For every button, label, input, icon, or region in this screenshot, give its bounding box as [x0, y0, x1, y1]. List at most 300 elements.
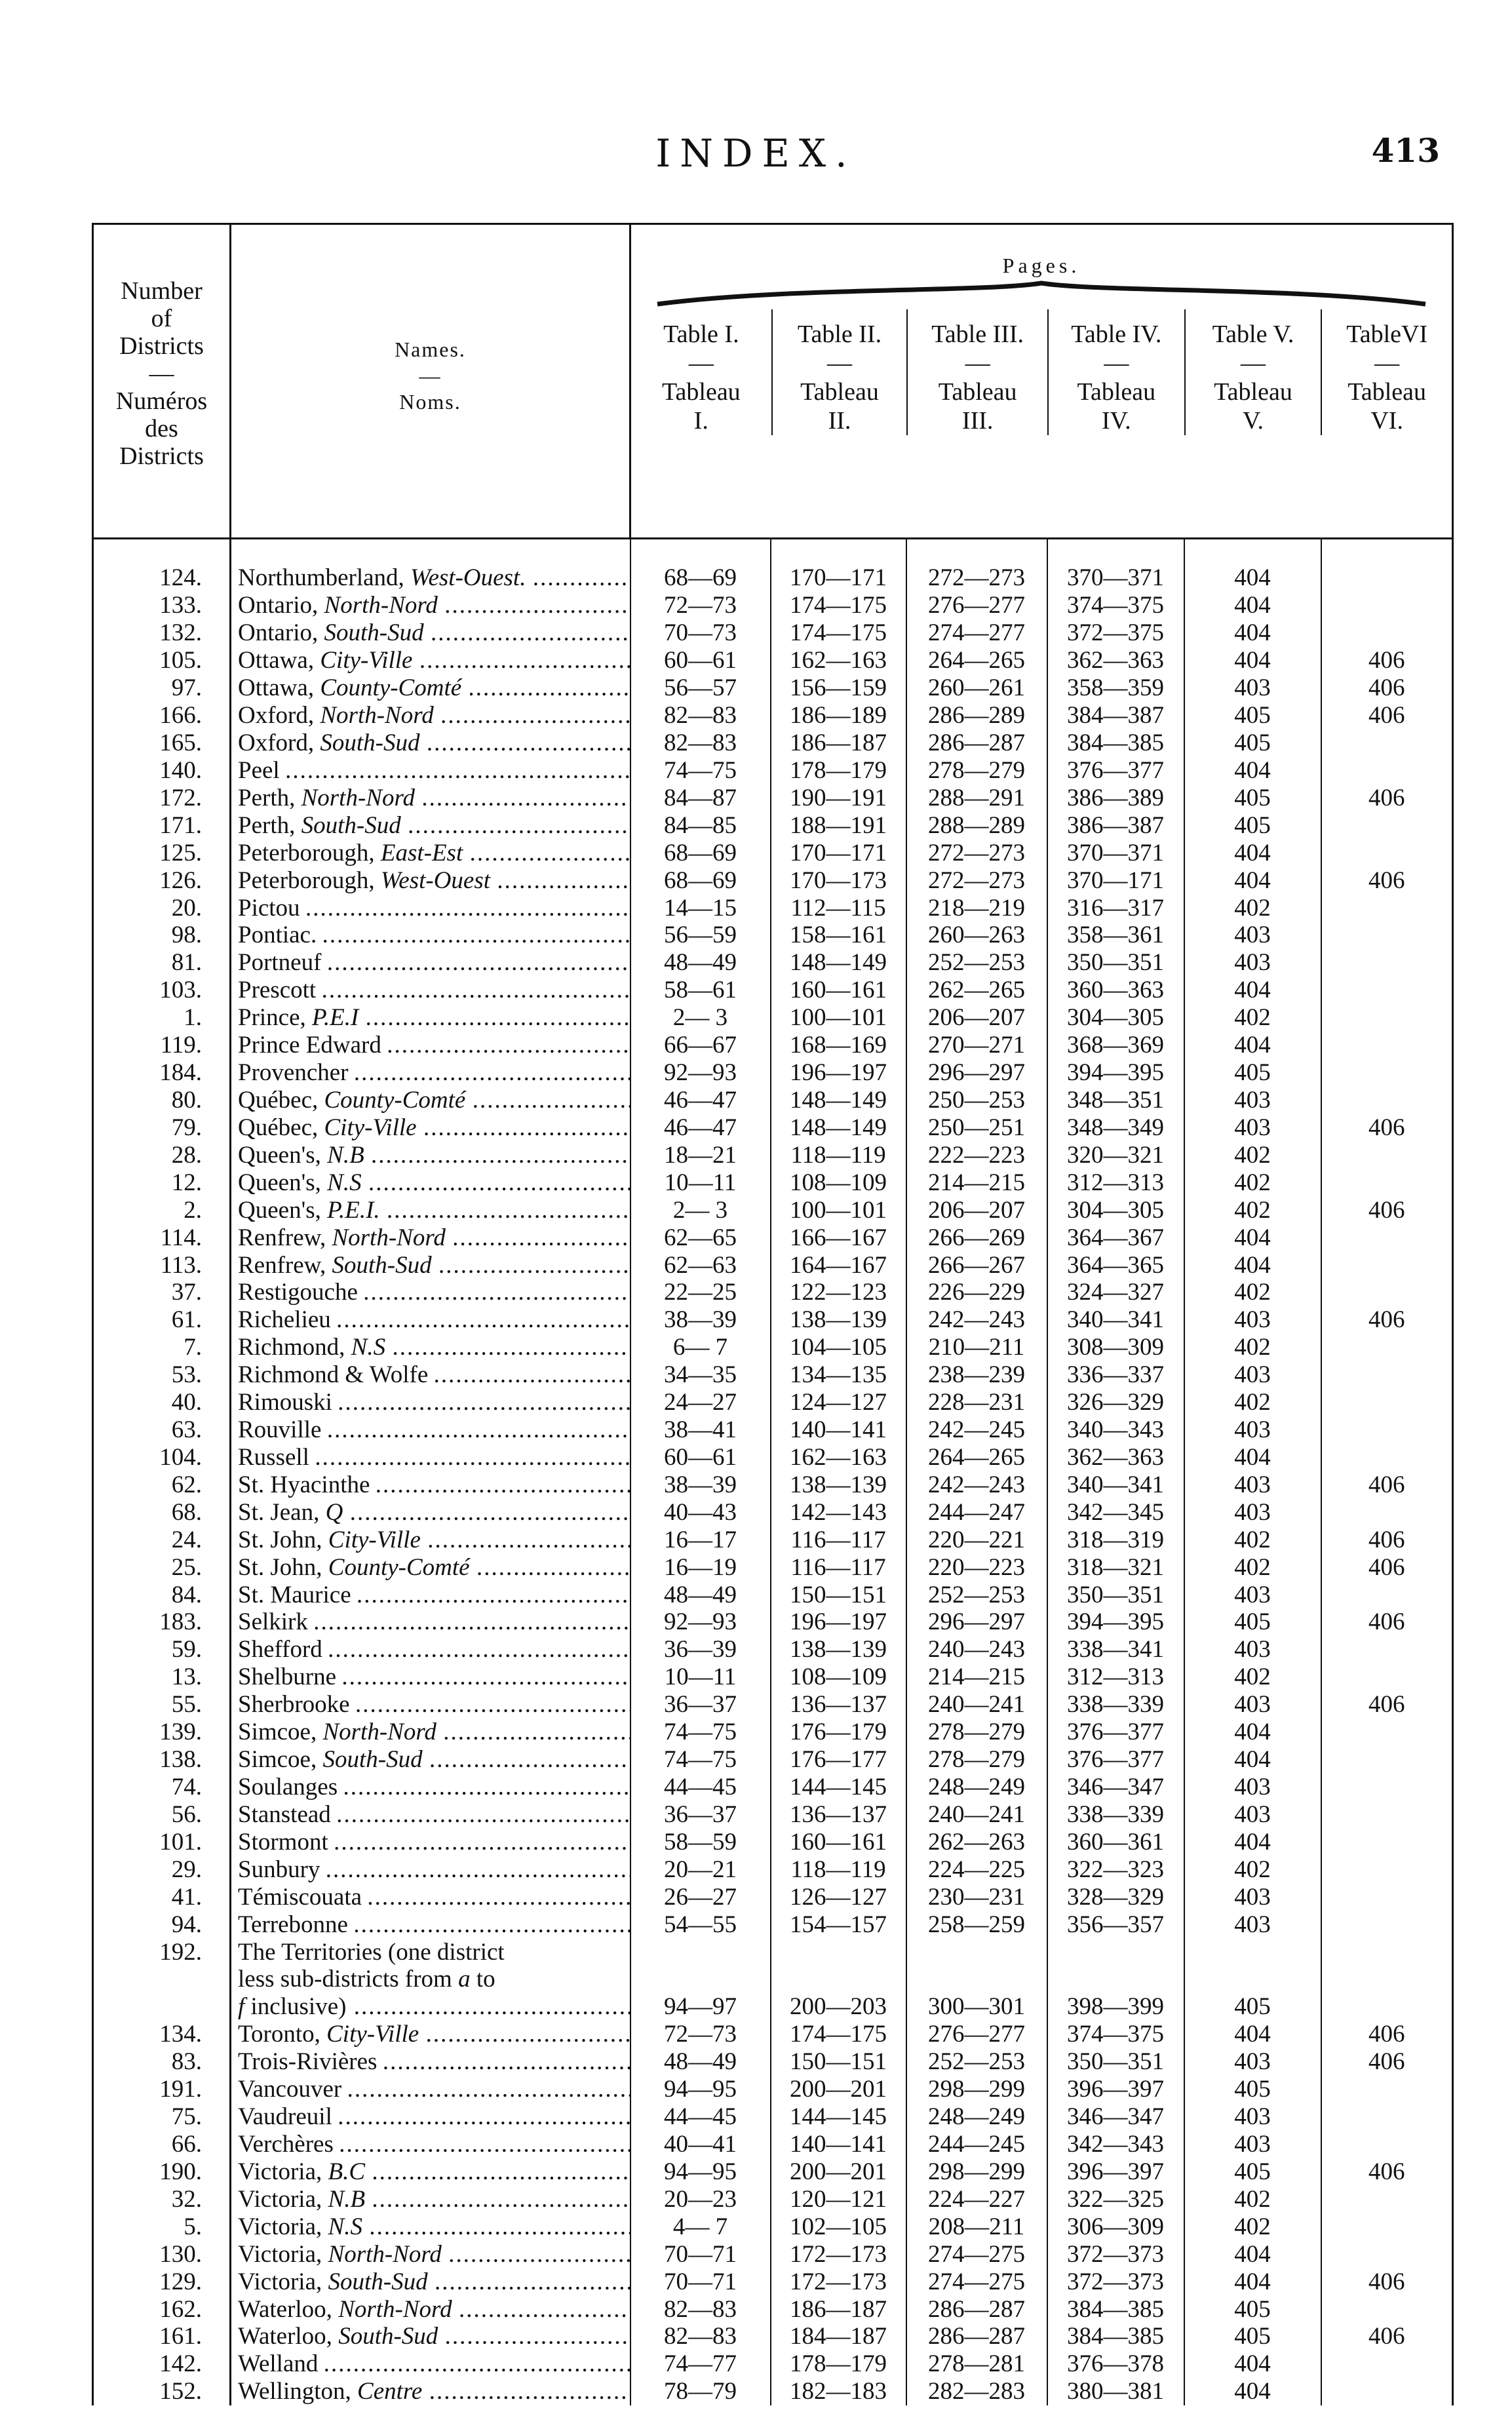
table-vi-pages	[1321, 949, 1453, 977]
table-row	[93, 2185, 1453, 2213]
district-name-text: Stormont	[238, 1828, 328, 1856]
table-vi-pages	[1321, 2378, 1453, 2405]
district-name-text: St. John,	[238, 1526, 322, 1553]
district-subdivision	[337, 1801, 630, 1828]
table-iv-pages: 364—367	[1047, 1224, 1184, 1251]
district-subdivision	[328, 1416, 630, 1443]
table-ii-pages: 148—149	[771, 949, 906, 977]
district-subdivision: N.B .....	[328, 2186, 630, 2213]
table-vi-pages	[1321, 977, 1453, 1004]
table-v-pages: 403	[1184, 1883, 1321, 1911]
table-i-pages: 16—17	[630, 1526, 771, 1553]
table-i-pages: 62—63	[630, 1251, 771, 1279]
table-iv-pages: 374—375	[1047, 592, 1184, 619]
table-row-territories	[93, 1938, 1453, 1966]
table-body	[93, 539, 1453, 2406]
table-vi-pages	[1321, 1856, 1453, 1883]
table-v-pages: 402	[1184, 1856, 1321, 1883]
table-ii-pages: 102—105	[771, 2213, 906, 2240]
table-ii-pages: 200—201	[771, 2076, 906, 2103]
table-row	[93, 2268, 1453, 2295]
table-iv-pages: 370—371	[1047, 839, 1184, 866]
district-subdivision: South-Sud .....	[301, 812, 630, 839]
district-name-text: Trois-Rivières	[238, 2048, 378, 2076]
table-v-pages: 404	[1184, 2378, 1321, 2405]
district-number: 114.	[93, 1224, 231, 1251]
table-i-pages: 58—61	[630, 977, 771, 1004]
district-name	[231, 894, 630, 922]
district-subdivision: North-Nord .....	[301, 785, 630, 811]
table-i-pages: 54—55	[630, 1911, 771, 1938]
table-vi-pages: 406	[1321, 1526, 1453, 1553]
district-name	[231, 1471, 630, 1498]
district-name	[231, 1279, 630, 1306]
district-number: 20.	[93, 894, 231, 922]
district-subdivision: South-Sud .....	[320, 729, 630, 756]
table-iii-pages: 296—297	[906, 1608, 1047, 1636]
table-iv-pages: 340—341	[1047, 1306, 1184, 1334]
table-vi-pages	[1321, 1774, 1453, 1801]
district-name-text: Témiscouata	[238, 1883, 362, 1911]
district-number: 83.	[93, 2048, 231, 2076]
district-subdivision: West-Ouest. .....	[410, 564, 630, 591]
table-i-pages: 72—73	[630, 592, 771, 619]
district-name-text: Vaudreuil	[238, 2103, 332, 2131]
table-v-pages: 403	[1184, 1087, 1321, 1114]
district-name	[231, 2103, 630, 2131]
district-subdivision	[338, 2103, 630, 2130]
district-number: 5.	[93, 2213, 231, 2240]
district-number: 161.	[93, 2323, 231, 2350]
table-iv-pages: 362—363	[1047, 1444, 1184, 1471]
table-iii-pages: 206—207	[906, 1196, 1047, 1224]
district-subdivision: East-Est .....	[381, 840, 630, 866]
district-name	[231, 1856, 630, 1883]
district-name	[231, 592, 630, 619]
table-row	[93, 1663, 1453, 1691]
table-i-pages: 4— 7	[630, 2213, 771, 2240]
table-i-pages: 6— 7	[630, 1334, 771, 1361]
table-iii-pages: 242—243	[906, 1471, 1047, 1498]
district-subdivision	[314, 1608, 630, 1635]
district-name	[231, 2213, 630, 2240]
table-v-pages: 404	[1184, 647, 1321, 674]
district-subdivision	[337, 1306, 630, 1333]
table-vi-pages: 406	[1321, 1196, 1453, 1224]
table-row	[93, 1498, 1453, 1526]
district-number: 119.	[93, 1032, 231, 1059]
district-number: 28.	[93, 1141, 231, 1169]
table-vi-pages	[1321, 811, 1453, 839]
table-iii-pages: 238—239	[906, 1361, 1047, 1389]
table-vi-pages	[1321, 2131, 1453, 2158]
table-row	[93, 2295, 1453, 2323]
table-row	[93, 619, 1453, 647]
table-ii-pages: 174—175	[771, 592, 906, 619]
table-iii-pages: 274—277	[906, 619, 1047, 647]
table-iv-pages: 380—381	[1047, 2378, 1184, 2405]
table-i-pages: 24—27	[630, 1389, 771, 1416]
district-name-text: Prescott	[238, 977, 317, 1004]
table-v-pages: 404	[1184, 592, 1321, 619]
table-v-pages: 402	[1184, 1004, 1321, 1032]
district-number: 165.	[93, 729, 231, 757]
table-vi-pages	[1321, 2295, 1453, 2323]
table-row	[93, 2158, 1453, 2185]
table-v-pages: 404	[1184, 1746, 1321, 1774]
district-subdivision: North-Nord .....	[324, 592, 630, 619]
table-iv-pages: 376—377	[1047, 1719, 1184, 1746]
district-name-text: Waterloo,	[238, 2323, 332, 2350]
district-subdivision: Centre .....	[357, 2378, 630, 2405]
table-ii-pages: 122—123	[771, 1279, 906, 1306]
table-row	[93, 949, 1453, 977]
district-subdivision: North-Nord .....	[328, 2241, 630, 2268]
table-vi-pages	[1321, 1361, 1453, 1389]
table-v-header: Table V. — Tableau V.	[1184, 309, 1321, 435]
table-vi-pages	[1321, 1663, 1453, 1691]
table-iii-pages: 278—279	[906, 1719, 1047, 1746]
district-subdivision: North-Nord .....	[320, 702, 630, 729]
table-iv-pages: 376—377	[1047, 756, 1184, 784]
district-name-text: Victoria,	[238, 2213, 322, 2240]
district-name-text: Verchères	[238, 2131, 334, 2158]
table-iii-pages: 250—251	[906, 1114, 1047, 1141]
table-v-pages: 404	[1184, 2021, 1321, 2048]
table-v-pages: 402	[1184, 1526, 1321, 1553]
table-vi-pages	[1321, 1224, 1453, 1251]
table-row	[93, 1224, 1453, 1251]
table-v-pages: 404	[1184, 866, 1321, 894]
territories-text: f	[238, 1993, 245, 2021]
table-iv-pages: 376—377	[1047, 1746, 1184, 1774]
table-i-header: Table I. — Tableau I.	[661, 321, 741, 435]
table-row	[93, 2240, 1453, 2268]
district-name-text: St. Jean,	[238, 1498, 320, 1526]
district-name	[231, 1169, 630, 1196]
table-v-pages: 405	[1184, 811, 1321, 839]
district-subdivision	[376, 1471, 630, 1498]
table-row	[93, 2103, 1453, 2131]
table-iii-pages: 240—241	[906, 1800, 1047, 1828]
table-iii-pages: 286—287	[906, 2323, 1047, 2350]
table-ii-header: Table II. — Tableau II.	[771, 309, 907, 435]
table-v-pages: 402	[1184, 1141, 1321, 1169]
district-name	[231, 2240, 630, 2268]
table-iv-pages: 398—399	[1047, 1993, 1184, 2021]
table-iv-pages: 342—345	[1047, 1498, 1184, 1526]
district-name-text: Perth,	[238, 811, 296, 839]
district-number: 68.	[93, 1498, 231, 1526]
table-iii-pages	[906, 1938, 1047, 1966]
table-vi-pages	[1321, 1444, 1453, 1471]
table-row	[93, 1774, 1453, 1801]
district-name-text: Richmond & Wolfe	[238, 1361, 429, 1389]
district-name-text: Toronto,	[238, 2021, 320, 2048]
table-ii-pages: 144—145	[771, 1774, 906, 1801]
table-iii-pages: 264—265	[906, 647, 1047, 674]
table-iv-pages: 368—369	[1047, 1032, 1184, 1059]
table-row	[93, 1334, 1453, 1361]
district-subdivision: County-Comté .....	[320, 674, 630, 701]
table-row	[93, 1471, 1453, 1498]
district-name-text: Shelburne	[238, 1663, 337, 1691]
table-row	[93, 1856, 1453, 1883]
table-iii-pages: 224—225	[906, 1856, 1047, 1883]
district-name	[231, 1334, 630, 1361]
table-ii-pages: 112—115	[771, 894, 906, 922]
table-i-pages: 36—39	[630, 1636, 771, 1663]
table-iv-pages: 384—385	[1047, 729, 1184, 757]
table-ii-pages: 142—143	[771, 1498, 906, 1526]
district-name	[231, 564, 630, 592]
table-i-pages: 74—75	[630, 1746, 771, 1774]
district-number: 40.	[93, 1389, 231, 1416]
district-name	[231, 2048, 630, 2076]
district-name-text: Rouville	[238, 1416, 322, 1444]
table-row	[93, 2378, 1453, 2405]
table-ii-pages: 156—159	[771, 674, 906, 702]
table-iv-pages: 358—361	[1047, 922, 1184, 949]
table-i-pages: 82—83	[630, 2323, 771, 2350]
table-v-pages: 403	[1184, 1471, 1321, 1498]
table-ii-pages: 124—127	[771, 1389, 906, 1416]
table-row	[93, 1828, 1453, 1856]
district-subdivision	[368, 1884, 630, 1911]
district-name-text: Ottawa,	[238, 647, 315, 674]
table-i-pages: 82—83	[630, 729, 771, 757]
district-subdivision	[364, 1279, 630, 1306]
table-row	[93, 894, 1453, 922]
district-name	[231, 1608, 630, 1636]
table-iii-pages: 242—243	[906, 1306, 1047, 1334]
territories-text: inclusive) .....	[244, 1993, 630, 2020]
table-iv-pages: 350—351	[1047, 949, 1184, 977]
table-iii-pages: 276—277	[906, 592, 1047, 619]
table-vi-pages	[1321, 922, 1453, 949]
table-vi-pages	[1321, 2240, 1453, 2268]
table-row	[93, 1416, 1453, 1444]
table-row	[93, 1553, 1453, 1581]
district-subdivision	[334, 1829, 630, 1856]
district-number: 1.	[93, 1004, 231, 1032]
district-number: 79.	[93, 1114, 231, 1141]
district-name-text: Québec,	[238, 1086, 319, 1114]
table-iii-pages: 272—273	[906, 839, 1047, 866]
table-i-pages: 74—75	[630, 756, 771, 784]
district-name	[231, 2268, 630, 2295]
table-i-pages: 38—39	[630, 1471, 771, 1498]
table-i-pages: 60—61	[630, 1444, 771, 1471]
table-ii-pages: 116—117	[771, 1526, 906, 1553]
table-ii-pages: 148—149	[771, 1087, 906, 1114]
table-iii-pages: 214—215	[906, 1663, 1047, 1691]
district-name	[231, 1966, 630, 1993]
district-number: 104.	[93, 1444, 231, 1471]
table-row	[93, 1636, 1453, 1663]
column-header-pages	[630, 224, 1453, 539]
table-iv-pages: 362—363	[1047, 647, 1184, 674]
district-subdivision: South-Sud .....	[332, 1252, 630, 1279]
table-i-pages: 70—71	[630, 2268, 771, 2295]
district-number: 191.	[93, 2076, 231, 2103]
table-iii-pages: 252—253	[906, 949, 1047, 977]
table-vi-pages: 406	[1321, 1691, 1453, 1719]
table-v-pages: 403	[1184, 1361, 1321, 1389]
district-number: 140.	[93, 756, 231, 784]
table-v-pages: 404	[1184, 977, 1321, 1004]
table-v-pages: 402	[1184, 1389, 1321, 1416]
table-vi-pages	[1321, 756, 1453, 784]
district-number: 101.	[93, 1828, 231, 1856]
table-ii-pages: 136—137	[771, 1800, 906, 1828]
territories-text: less sub-districts from	[238, 1966, 459, 1993]
district-subdivision: City-Ville .....	[326, 2021, 630, 2048]
table-iii-pages: 244—245	[906, 2131, 1047, 2158]
table-iii-pages: 264—265	[906, 1444, 1047, 1471]
table-v-pages: 404	[1184, 1719, 1321, 1746]
table-vi-pages	[1321, 1719, 1453, 1746]
district-subdivision: South-Sud .....	[324, 619, 630, 646]
table-v-pages: 405	[1184, 784, 1321, 811]
table-v-pages: 403	[1184, 1114, 1321, 1141]
table-ii-pages: 170—171	[771, 564, 906, 592]
table-v-pages: 403	[1184, 1416, 1321, 1444]
district-number: 103.	[93, 977, 231, 1004]
district-number: 80.	[93, 1087, 231, 1114]
district-number: 172.	[93, 784, 231, 811]
table-row	[93, 2350, 1453, 2378]
table-vi-pages	[1321, 1993, 1453, 2021]
page-number: 413	[1371, 131, 1440, 170]
district-number: 166.	[93, 702, 231, 729]
table-ii-pages: 168—169	[771, 1032, 906, 1059]
table-iv-pages: 346—347	[1047, 1774, 1184, 1801]
district-name-text: Wellington,	[238, 2378, 351, 2405]
table-ii-pages: 100—101	[771, 1004, 906, 1032]
table-ii-pages: 186—189	[771, 702, 906, 729]
table-iii-pages: 272—273	[906, 866, 1047, 894]
table-row	[93, 1087, 1453, 1114]
table-row	[93, 592, 1453, 619]
table-row	[93, 1911, 1453, 1938]
table-v-pages: 404	[1184, 1032, 1321, 1059]
district-name-text: Simcoe,	[238, 1746, 317, 1774]
district-name	[231, 1251, 630, 1279]
district-name	[231, 2021, 630, 2048]
table-iii-pages: 276—277	[906, 2021, 1047, 2048]
table-iv-pages: 336—337	[1047, 1361, 1184, 1389]
table-row-territories	[93, 1993, 1453, 2021]
table-vi-pages: 406	[1321, 1114, 1453, 1141]
table-iv-header: Table IV. — Tableau IV.	[1047, 309, 1184, 435]
table-row	[93, 2213, 1453, 2240]
table-ii-pages: 196—197	[771, 1059, 906, 1087]
table-i-pages: 68—69	[630, 564, 771, 592]
table-v-pages: 404	[1184, 2268, 1321, 2295]
district-name	[231, 702, 630, 729]
table-iii-pages: 214—215	[906, 1169, 1047, 1196]
table-ii-pages: 174—175	[771, 619, 906, 647]
table-v-pages: 403	[1184, 1636, 1321, 1663]
table-i-pages: 94—97	[630, 1993, 771, 2021]
district-subdivision: Q .....	[326, 1499, 630, 1526]
table-i-pages: 68—69	[630, 866, 771, 894]
district-name-text: Russell	[238, 1443, 309, 1471]
district-name	[231, 1938, 630, 1966]
district-number: 84.	[93, 1581, 231, 1608]
table-vi-pages	[1321, 1938, 1453, 1966]
table-row	[93, 2076, 1453, 2103]
district-number: 12.	[93, 1169, 231, 1196]
table-i-pages: 46—47	[630, 1087, 771, 1114]
table-v-pages: 405	[1184, 2158, 1321, 2185]
table-v-pages	[1184, 1966, 1321, 1993]
table-i-pages: 60—61	[630, 647, 771, 674]
table-vi-pages: 406	[1321, 674, 1453, 702]
table-iii-pages: 298—299	[906, 2076, 1047, 2103]
district-number: 126.	[93, 866, 231, 894]
table-iii-pages: 286—289	[906, 702, 1047, 729]
table-iv-pages: 306—309	[1047, 2213, 1184, 2240]
table-iv-pages: 372—375	[1047, 619, 1184, 647]
table-i-pages: 38—39	[630, 1306, 771, 1334]
table-row	[93, 1114, 1453, 1141]
table-v-pages: 403	[1184, 1498, 1321, 1526]
table-vi-pages	[1321, 1004, 1453, 1032]
table-row	[93, 702, 1453, 729]
table-row	[93, 756, 1453, 784]
district-name-text: Selkirk	[238, 1608, 308, 1636]
table-v-pages: 404	[1184, 619, 1321, 647]
table-v-pages: 403	[1184, 2048, 1321, 2076]
district-name	[231, 922, 630, 949]
table-ii-pages: 170—173	[771, 866, 906, 894]
table-v-pages: 402	[1184, 1334, 1321, 1361]
table-v-pages: 404	[1184, 1828, 1321, 1856]
table-iii-pages: 278—281	[906, 2350, 1047, 2378]
table-i-pages: 10—11	[630, 1169, 771, 1196]
table-iv-pages: 324—327	[1047, 1279, 1184, 1306]
district-number: 66.	[93, 2131, 231, 2158]
table-vi-pages: 406	[1321, 1306, 1453, 1334]
table-ii-pages: 166—167	[771, 1224, 906, 1251]
table-iv-pages: 372—373	[1047, 2240, 1184, 2268]
table-v-pages: 405	[1184, 2076, 1321, 2103]
table-vi-pages	[1321, 1581, 1453, 1608]
table-ii-pages: 162—163	[771, 647, 906, 674]
district-name-text: Queen's,	[238, 1169, 321, 1196]
table-v-pages: 403	[1184, 1774, 1321, 1801]
table-i-pages: 84—85	[630, 811, 771, 839]
district-name-text: Peterborough,	[238, 839, 375, 866]
table-ii-pages: 150—151	[771, 1581, 906, 1608]
district-name	[231, 619, 630, 647]
table-ii-pages: 118—119	[771, 1856, 906, 1883]
district-name	[231, 1389, 630, 1416]
table-ii-pages: 188—191	[771, 811, 906, 839]
district-name	[231, 1416, 630, 1444]
district-subdivision: South-Sud .....	[322, 1746, 630, 1773]
table-iv-pages: 350—351	[1047, 2048, 1184, 2076]
district-number: 2.	[93, 1196, 231, 1224]
district-name	[231, 1911, 630, 1938]
table-i-pages: 58—59	[630, 1828, 771, 1856]
table-ii-pages: 160—161	[771, 1828, 906, 1856]
district-name	[231, 2350, 630, 2378]
table-iii-pages: 252—253	[906, 2048, 1047, 2076]
table-iv-pages: 338—339	[1047, 1691, 1184, 1719]
